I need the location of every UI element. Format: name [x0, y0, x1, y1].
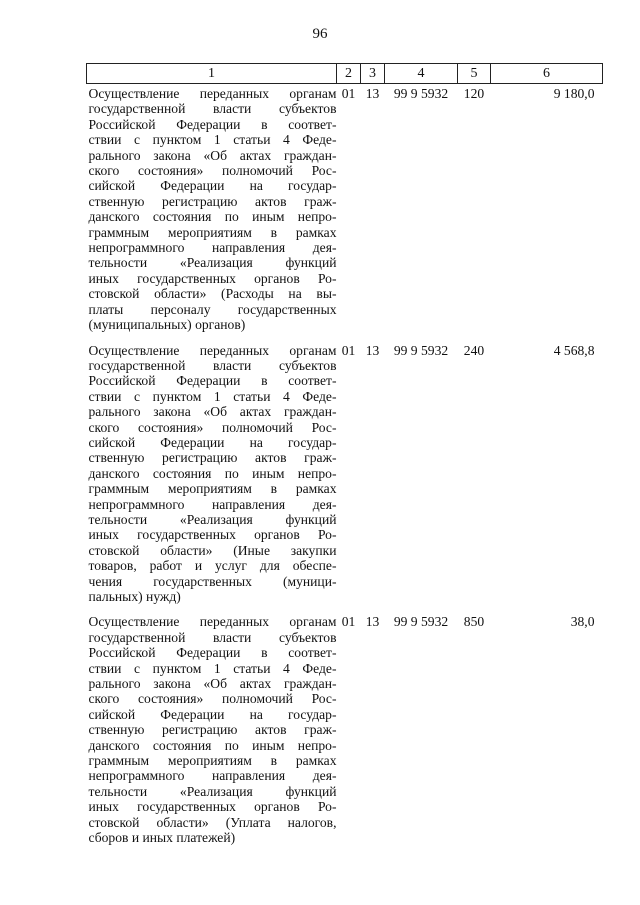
description-line: государственной власти субъектов [88, 101, 337, 117]
description-line: граммным мероприятиям в рамках [88, 224, 337, 240]
description-line: государственной власти субъектов [88, 357, 337, 373]
row-description [87, 341, 337, 613]
description-line: тельности «Реализация функций [88, 783, 337, 799]
page-number: 96 [312, 26, 328, 42]
description-line: стовской области» (Иные закупки [88, 542, 337, 558]
description-line: тельности «Реализация функций [88, 511, 337, 527]
description-line: рального закона «Об актах граждан- [88, 676, 337, 692]
description-line: Осуществление переданных органам [88, 86, 337, 101]
amount: 4 568,8 [553, 342, 595, 358]
description-line: граммным мероприятиям в рамках [88, 481, 337, 497]
description-line: чения государственных (муници- [88, 573, 337, 589]
description-line: сборов и иных платежей) [88, 830, 236, 846]
row-description [87, 612, 337, 853]
description-line: Осуществление переданных органам [88, 342, 337, 358]
header-col-5: 5 [458, 64, 491, 84]
description-line: стовской области» (Расходы на вы- [88, 286, 337, 302]
description-line: данского состояния по иным непро- [88, 737, 337, 753]
description-line: ского состояния» полномочий Рос- [88, 691, 337, 707]
description-line: граммным мероприятиям в рамках [88, 753, 337, 769]
table-header-row [87, 64, 603, 84]
subsection-code: 13 [365, 614, 380, 630]
description-line: иных государственных органов Ро- [88, 527, 337, 543]
description-line: ского состояния» полномочий Рос- [88, 419, 337, 435]
section-code: 01 [341, 342, 356, 358]
description-line: ского состояния» полномочий Рос- [88, 163, 337, 179]
description-line: ствии с пунктом 1 статьи 4 Феде- [88, 660, 337, 676]
table-row [87, 84, 603, 341]
amount: 9 180,0 [553, 86, 595, 101]
description-line: Осуществление переданных органам [88, 614, 337, 630]
table-row [87, 341, 603, 613]
description-line: платы персоналу государственных [88, 301, 337, 317]
description-line: ствии с пунктом 1 статьи 4 Феде- [88, 132, 337, 148]
header-col-1: 1 [87, 64, 337, 84]
budget-table [86, 63, 603, 854]
description-line: иных государственных органов Ро- [88, 270, 337, 286]
table-row [87, 612, 603, 853]
header-col-3: 3 [361, 64, 385, 84]
description-line: (муниципальных) органов) [88, 317, 246, 333]
header-col-2: 2 [337, 64, 361, 84]
description-line: ствии с пунктом 1 статьи 4 Феде- [88, 388, 337, 404]
target-article-code: 99 9 5932 [393, 614, 449, 630]
description-line: непрограммного направления дея- [88, 768, 337, 784]
description-line: рального закона «Об актах граждан- [88, 147, 337, 163]
description-line: непрограммного направления дея- [88, 496, 337, 512]
description-line: непрограммного направления дея- [88, 240, 337, 256]
description-line: сийской Федерации на государ- [88, 434, 337, 450]
description-line: рального закона «Об актах граждан- [88, 404, 337, 420]
description-line: ственную регистрацию актов граж- [88, 450, 337, 466]
description-line: товаров, работ и услуг для обеспе- [88, 558, 337, 574]
description-line: ственную регистрацию актов граж- [88, 722, 337, 738]
header-col-6: 6 [491, 64, 603, 84]
description-line: стовской области» (Уплата налогов, [88, 814, 337, 830]
section-code: 01 [341, 86, 356, 101]
target-article-code: 99 9 5932 [393, 86, 449, 101]
row-description [87, 84, 337, 341]
description-line: пальных) нужд) [88, 589, 181, 604]
header-col-4: 4 [385, 64, 458, 84]
description-line: ственную регистрацию актов граж- [88, 193, 337, 209]
description-line: данского состояния по иным непро- [88, 209, 337, 225]
subsection-code: 13 [365, 86, 380, 101]
description-line: Российской Федерации в соответ- [88, 373, 337, 389]
description-line: сийской Федерации на государ- [88, 178, 337, 194]
expense-type-code: 240 [463, 342, 485, 358]
description-line: Российской Федерации в соответ- [88, 645, 337, 661]
subsection-code: 13 [365, 342, 380, 358]
target-article-code: 99 9 5932 [393, 342, 449, 358]
expense-type-code: 850 [463, 614, 485, 630]
section-code: 01 [341, 614, 356, 630]
expense-type-code: 120 [463, 86, 485, 101]
amount: 38,0 [570, 614, 595, 630]
description-line: государственной власти субъектов [88, 629, 337, 645]
description-line: данского состояния по иным непро- [88, 465, 337, 481]
description-line: сийской Федерации на государ- [88, 706, 337, 722]
description-line: тельности «Реализация функций [88, 255, 337, 271]
description-line: иных государственных органов Ро- [88, 799, 337, 815]
description-line: Российской Федерации в соответ- [88, 116, 337, 132]
